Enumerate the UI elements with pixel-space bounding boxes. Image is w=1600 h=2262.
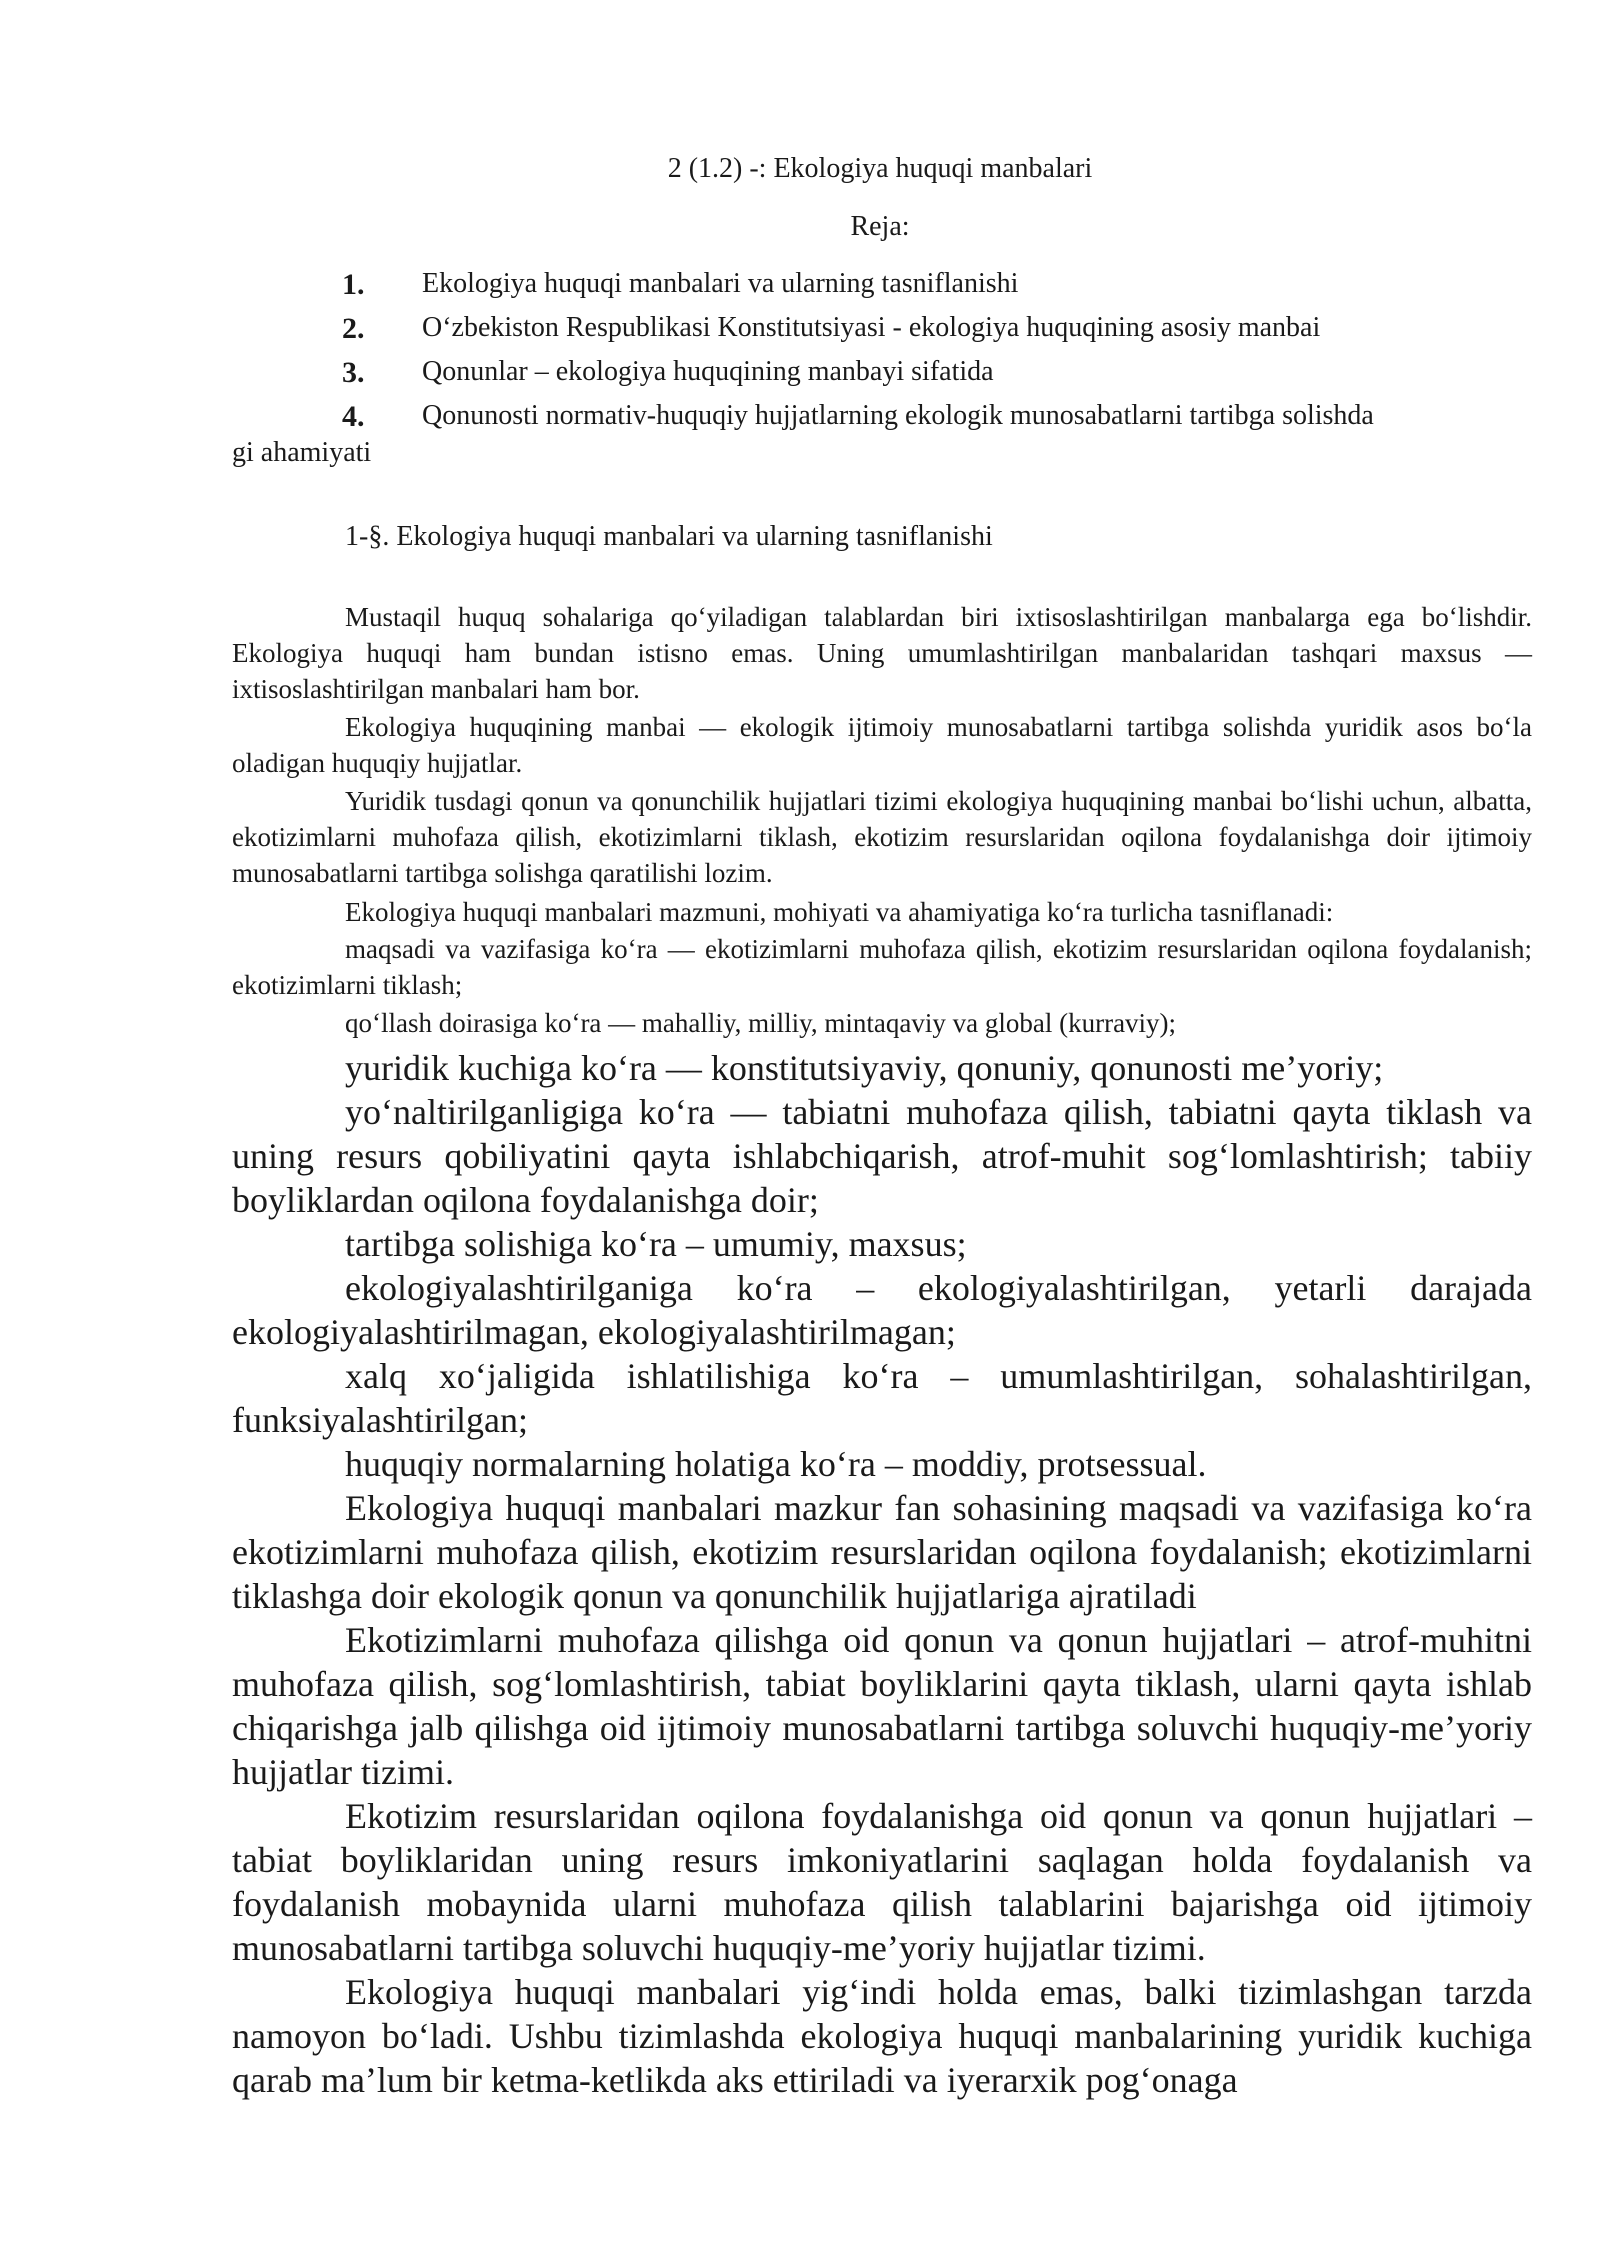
- plan-item-text: Qonunosti normativ-huquqiy hujjatlarning ekologik munosabatlarni tartibga solishda: [422, 400, 1374, 431]
- paragraph: Mustaqil huquq sohalariga qo‘yiladigan talablardan biri ixtisoslashtirilgan manbalarga ega bo‘lishdir. Ekologiya huquqi ham bundan istisno emas. Uning umumlashtirilgan manbalaridan tashqari maxsus — ixtisoslashtirilgan manbalari ham bor.: [232, 602, 1532, 704]
- plan-item-text: O‘zbekiston Respublikasi Konstitutsiyasi - ekologiya huquqining asosiy manbai: [422, 312, 1321, 343]
- plan-heading: Reja:: [850, 211, 910, 242]
- plan-item-number: 4.: [342, 400, 365, 433]
- paragraph: yo‘naltirilganligiga ko‘ra — tabiatni muhofaza qilish, tabiatni qayta tiklash va uning resurs qobiliyatini qayta ishlabchiqarish, atrof-muhit sog‘lomlashtirish; tabiiy boyliklardan oqilona foydalanishga doir;: [232, 1092, 1532, 1220]
- plan-item-text: Ekologiya huquqi manbalari va ularning tasniflanishi: [422, 268, 1019, 299]
- plan-item-continuation: gi ahamiyati: [232, 437, 372, 468]
- document-title: 2 (1.2) -: Ekologiya huquqi manbalari: [667, 153, 1093, 184]
- paragraph: Ekologiya huquqining manbai — ekologik ijtimoiy munosabatlarni tartibga solishda yuridik asos bo‘la oladigan huquqiy hujjatlar.: [232, 712, 1532, 778]
- plan-item-number: 3.: [342, 356, 365, 389]
- paragraph: xalq xo‘jaligida ishlatilishiga ko‘ra – umumlashtirilgan, sohalashtirilgan, funksiyalashtirilgan;: [232, 1356, 1532, 1440]
- plan-item-number: 2.: [342, 312, 365, 345]
- paragraph: Ekologiya huquqi manbalari mazkur fan sohasining maqsadi va vazifasiga ko‘ra ekotizimlarni muhofaza qilish, ekotizim resurslaridan oqilona foydalanish; ekotizimlarni tiklashga doir ekologik qonun va qonunchilik hujjatlariga ajratiladi: [232, 1488, 1532, 1616]
- paragraph: Ekotizimlarni muhofaza qilishga oid qonun va qonun hujjatlari – atrof-muhitni muhofaza qilish, sog‘lomlashtirish, tabiat boyliklarini qayta tiklash, ularni qayta ishlab chiqarishga jalb qilishga oid ijtimoiy munosabatlarni tartibga soluvchi huquqiy-me’yoriy hujjatlar tizimi.: [232, 1620, 1532, 1792]
- paragraph: qo‘llash doirasiga ko‘ra — mahalliy, milliy, mintaqaviy va global (kurraviy);: [345, 1008, 1177, 1038]
- paragraph: Ekotizim resurslaridan oqilona foydalanishga oid qonun va qonun hujjatlari – tabiat boyliklaridan uning resurs imkoniyatlarini saqlagan holda foydalanish va foydalanish mobaynida ularni muhofaza qilish talablarini bajarishga oid ijtimoiy munosabatlarni tartibga soluvchi huquqiy-me’yoriy hujjatlar tizimi.: [232, 1796, 1532, 1968]
- plan-item-text: Qonunlar – ekologiya huquqining manbayi sifatida: [422, 356, 994, 387]
- section-heading: 1-§. Ekologiya huquqi manbalari va ularning tasniflanishi: [345, 521, 993, 552]
- paragraph: Yuridik tusdagi qonun va qonunchilik hujjatlari tizimi ekologiya huquqining manbai bo‘lishi uchun, albatta, ekotizimlarni muhofaza qilish, ekotizimlarni tiklash, ekotizim resurslaridan oqilona foydalanishga doir ijtimoiy munosabatlarni tartibga solishga qaratilishi lozim.: [232, 786, 1532, 888]
- paragraph: Ekologiya huquqi manbalari yig‘indi holda emas, balki tizimlashgan tarzda namoyon bo‘ladi. Ushbu tizimlashda ekologiya huquqi manbalarining yuridik kuchiga qarab ma’lum bir ketma-ketlikda aks ettiriladi va iyerarxik pog‘onaga: [232, 1972, 1532, 2100]
- paragraph: ekologiyalashtirilganiga ko‘ra – ekologiyalashtirilgan, yetarli darajada ekologiyalashtirilmagan, ekologiyalashtirilmagan;: [232, 1268, 1532, 1352]
- plan-item-number: 1.: [342, 268, 365, 301]
- paragraph: tartibga solishiga ko‘ra – umumiy, maxsus;: [345, 1224, 967, 1264]
- paragraph: maqsadi va vazifasiga ko‘ra — ekotizimlarni muhofaza qilish, ekotizim resurslaridan oqilona foydalanish; ekotizimlarni tiklash;: [232, 934, 1532, 1000]
- paragraph: yuridik kuchiga ko‘ra — konstitutsiyaviy, qonuniy, qonunosti me’yoriy;: [345, 1048, 1384, 1088]
- paragraph: huquqiy normalarning holatiga ko‘ra – moddiy, protsessual.: [345, 1444, 1207, 1484]
- paragraph: Ekologiya huquqi manbalari mazmuni, mohiyati va ahamiyatiga ko‘ra turlicha tasniflanadi:: [345, 897, 1334, 927]
